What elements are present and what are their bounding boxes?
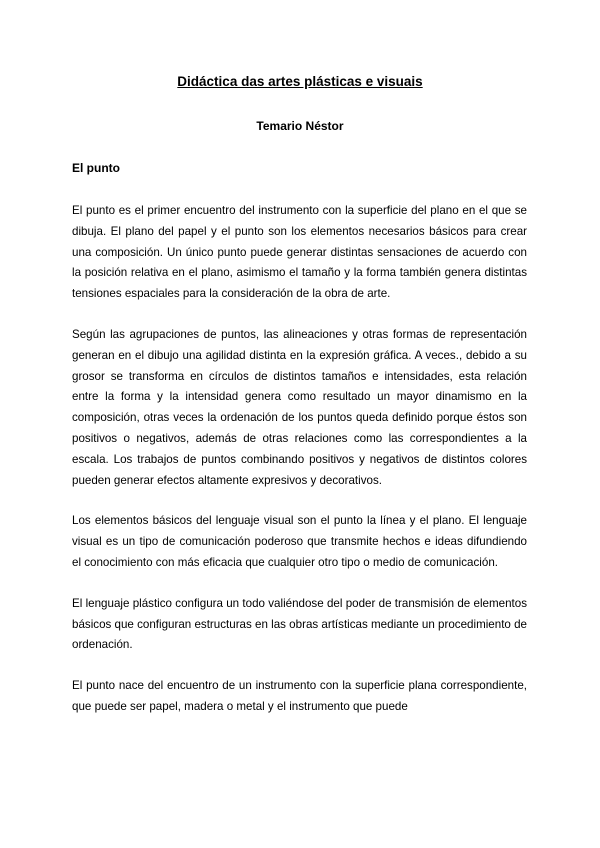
document-subtitle: Temario Néstor xyxy=(256,119,344,133)
paragraph: Según las agrupaciones de puntos, las alineaciones y otras formas de representación generan en el dibujo una agilidad distinta en la expresión gráfica. A veces., debido a su grosor se transforma en círculos de distintos tamaños e intensidades, esta relación entre la forma y la intensidad genera como resultado un mayor dinamismo en la composición, otras veces la ordenación de los puntos queda definido porque éstos son positivos o negativos, además de otras relaciones como las correspondientes a la escala. Los trabajos de puntos combinando positivos y negativos de distintos colores pueden generar efectos altamente expresivos y decorativos. xyxy=(72,327,527,487)
paragraph: Los elementos básicos del lenguaje visual son el punto la línea y el plano. El lenguaje visual es un tipo de comunicación poderoso que transmite hechos e ideas difundiendo el conocimiento con más eficacia que cualquier otro tipo o medio de comunicación. xyxy=(72,514,527,569)
document-title: Didáctica das artes plásticas e visuais xyxy=(177,74,423,89)
body-text xyxy=(72,201,527,738)
paragraph: El lenguaje plástico configura un todo valiéndose del poder de transmisión de elementos básicos que configuran estructuras en las obras artísticas mediante un procedimiento de ordenación. xyxy=(72,596,527,652)
paragraph: El punto es el primer encuentro del instrumento con la superficie del plano en el que se dibuja. El plano del papel y el punto son los elementos necesarios básicos para crear una composición. Un único punto puede generar distintas sensaciones de acuerdo con la posición relativa en el plano, asimismo el tamaño y la forma también genera distintas tensiones espaciales para la consideración de la obra de arte. xyxy=(72,204,527,301)
section-heading: El punto xyxy=(72,161,120,175)
paragraph: El punto nace del encuentro de un instrumento con la superficie plana correspondiente, que puede ser papel, madera o metal y el instrumento que puede xyxy=(72,679,527,713)
